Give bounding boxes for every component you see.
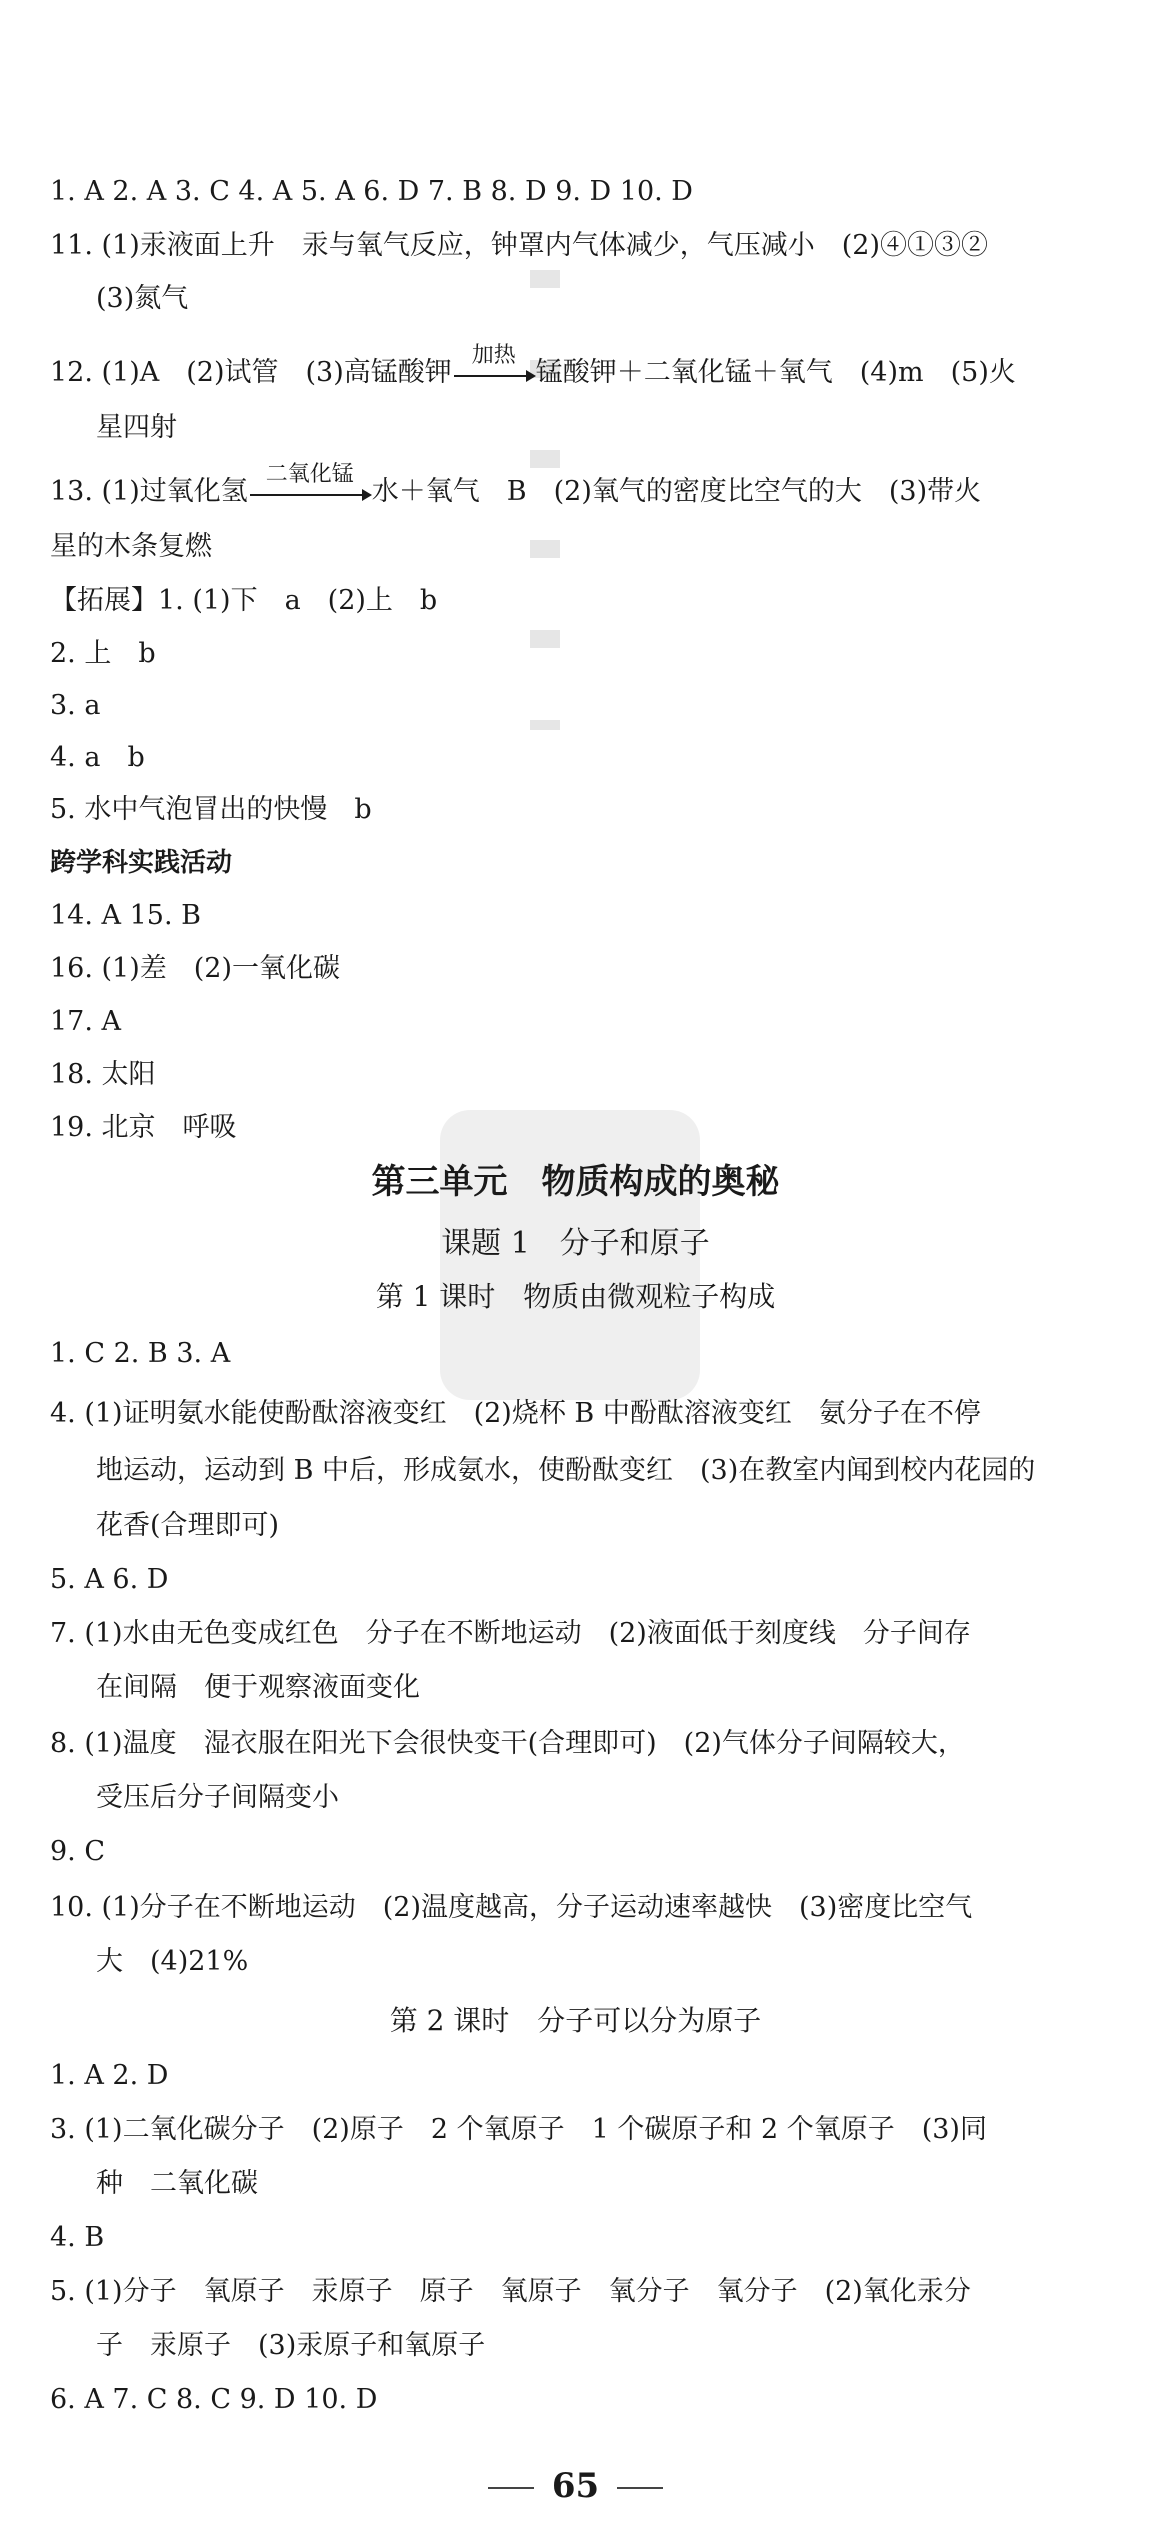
p1-answer-7-line-b: 在间隔 便于观察液面变化 — [96, 1672, 420, 1703]
p2-answer-3-line-b: 种 二氧化碳 — [96, 2168, 258, 2199]
page-number-value: 65 — [551, 2466, 600, 2506]
answer-16: 16. (1)差 (2)一氧化碳 — [50, 953, 341, 984]
p1-answer-8-line-a: 8. (1)温度 湿衣服在阳光下会很快变干(合理即可) (2)气体分子间隔较大， — [50, 1728, 965, 1759]
p1-answer-9: 9. C — [50, 1836, 106, 1867]
p1-answer-4-line-a: 4. (1)证明氨水能使酚酞溶液变红 (2)烧杯 B 中酚酞溶液变红 氨分子在不停 — [50, 1398, 981, 1429]
reaction-arrow-heat — [454, 342, 534, 375]
page-number-dash-left — [488, 2487, 534, 2489]
answer-11-line-a: 11. (1)汞液面上升 汞与氧气反应，钟罩内气体减少，气压减小 (2)④①③② — [50, 230, 989, 261]
answer-13-pre: 13. (1)过氧化氢 — [50, 476, 248, 507]
extension-4: 4. a b — [50, 742, 145, 773]
answer-12-line-b: 星四射 — [96, 412, 177, 443]
p1-answer-5-6: 5. A 6. D — [50, 1564, 169, 1595]
p2-answer-4: 4. B — [50, 2222, 105, 2253]
answer-13-post: 水＋氧气 B (2)氧气的密度比空气的大 (3)带火 — [371, 476, 982, 507]
p2-answer-6-10: 6. A 7. C 8. C 9. D 10. D — [50, 2384, 378, 2415]
p1-answer-8-line-b: 受压后分子间隔变小 — [96, 1782, 339, 1813]
p2-answer-1-2: 1. A 2. D — [50, 2060, 169, 2091]
p2-answer-5-line-a: 5. (1)分子 氧原子 汞原子 原子 氧原子 氧分子 氧分子 (2)氧化汞分 — [50, 2276, 971, 2307]
page-number-dash-right — [617, 2487, 663, 2489]
answer-18: 18. 太阳 — [50, 1059, 156, 1090]
page-number — [0, 2466, 1151, 2506]
p1-answer-10-line-b: 大 (4)21% — [96, 1946, 249, 1977]
answer-14-15: 14. A 15. B — [50, 900, 201, 931]
answer-13-line-b: 星的木条复燃 — [50, 531, 212, 562]
p1-answer-10-line-a: 10. (1)分子在不断地运动 (2)温度越高，分子运动速率越快 (3)密度比空气 — [50, 1892, 973, 1923]
answer-17: 17. A — [50, 1006, 122, 1037]
extension-5: 5. 水中气泡冒出的快慢 b — [50, 794, 372, 825]
answer-11-line-b: (3)氮气 — [96, 283, 189, 314]
reaction-condition-catalyst: 二氧化锰 — [265, 461, 354, 487]
answer-13-line-a — [50, 461, 982, 510]
p2-answer-5-line-b: 子 汞原子 (3)汞原子和氧原子 — [96, 2330, 486, 2361]
p1-answer-4-line-c: 花香(合理即可) — [96, 1510, 280, 1541]
section-heading-interdisciplinary: 跨学科实践活动 — [50, 848, 233, 878]
extension-3: 3. a — [50, 690, 101, 721]
answer-12-pre: 12. (1)A (2)试管 (3)高锰酸钾 — [50, 357, 452, 388]
lesson-title: 课题 1 分子和原子 — [441, 1226, 710, 1261]
p1-answer-1-3: 1. C 2. B 3. A — [50, 1338, 231, 1369]
p1-answer-4-line-b: 地运动，运动到 B 中后，形成氨水，使酚酞变红 (3)在教室内闻到校内花园的 — [96, 1455, 1036, 1486]
answer-19: 19. 北京 呼吸 — [50, 1112, 237, 1143]
p1-answer-7-line-a: 7. (1)水由无色变成红色 分子在不断地运动 (2)液面低于刻度线 分子间存 — [50, 1618, 971, 1649]
answer-12-line-a — [50, 342, 1016, 391]
reaction-arrow-catalyst — [250, 461, 370, 494]
answer-12-post: 锰酸钾＋二氧化锰＋氧气 (4)m (5)火 — [535, 357, 1016, 388]
extension-2: 2. 上 b — [50, 638, 156, 669]
reaction-condition-heat: 加热 — [471, 342, 516, 368]
unit-title: 第三单元 物质构成的奥秘 — [371, 1162, 780, 1202]
p2-answer-3-line-a: 3. (1)二氧化碳分子 (2)原子 2 个氧原子 1 个碳原子和 2 个氧原子 (3)同 — [50, 2114, 987, 2145]
period-2-title: 第 2 课时 分子可以分为原子 — [389, 2004, 762, 2037]
extension-1: 【拓展】1. (1)下 a (2)上 b — [50, 585, 438, 616]
period-1-title: 第 1 课时 物质由微观粒子构成 — [375, 1280, 776, 1313]
answer-line-1-10: 1. A 2. A 3. C 4. A 5. A 6. D 7. B 8. D 9. D 10. D — [50, 176, 693, 207]
